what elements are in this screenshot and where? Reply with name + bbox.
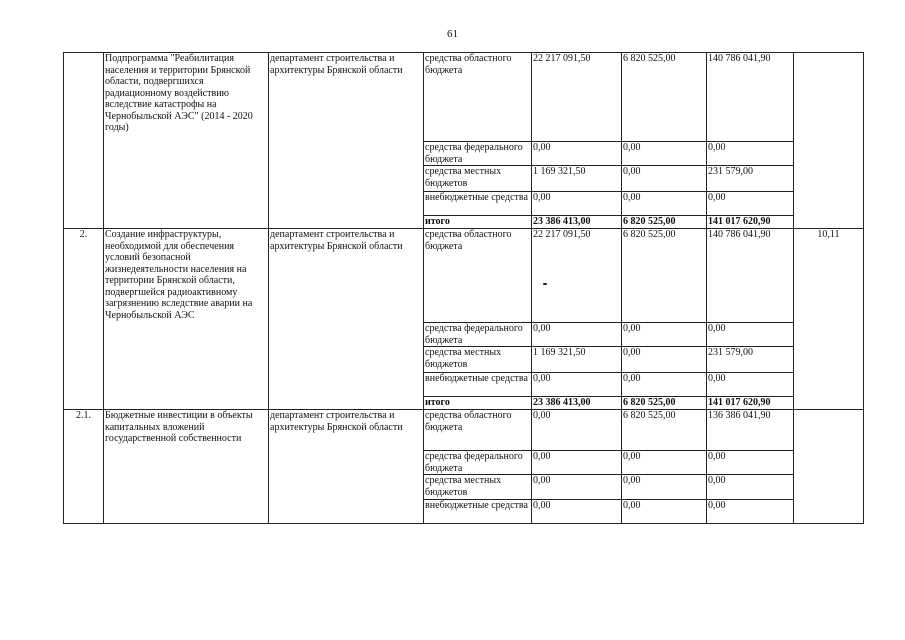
funding-source: итого (424, 397, 532, 410)
funding-source: средства областного бюджета (424, 229, 532, 323)
amount-year-3: 140 786 041,90 (707, 229, 794, 323)
amount-year-3: 231 579,00 (707, 347, 794, 373)
funding-source: средства областного бюджета (424, 53, 532, 142)
funding-source: средства федерального бюджета (424, 323, 532, 347)
amount-year-1: 1 169 321,50 (532, 347, 622, 373)
amount-year-3: 0,00 (707, 500, 794, 524)
amount-year-1: 0,00 (532, 192, 622, 216)
row-index (64, 53, 104, 229)
executor: департамент строительства и архитектуры Брянской области (269, 229, 424, 410)
measure-name: Создание инфраструктуры, необходимой для обеспечения условий безопасной жизнедеятельности населения на территории Брянской области, подвергшейся радиоактивному загрязнению вследствие аварии на Чернобыльской АЭС (104, 229, 269, 410)
amount-year-2: 6 820 525,00 (622, 53, 707, 142)
amount-year-1: 0,00 (532, 451, 622, 475)
target-indicator (794, 53, 864, 229)
table-body (64, 53, 864, 524)
amount-year-3: 0,00 (707, 475, 794, 500)
row-index: 2. (64, 229, 104, 410)
page-number: 61 (447, 28, 458, 40)
amount-year-1: 23 386 413,00 (532, 397, 622, 410)
amount-year-1: 0,00 (532, 142, 622, 166)
amount-year-2: 0,00 (622, 142, 707, 166)
amount-year-1: 1 169 321,50 (532, 166, 622, 192)
funding-source: средства местных бюджетов (424, 166, 532, 192)
target-indicator (794, 410, 864, 524)
executor: департамент строительства и архитектуры Брянской области (269, 410, 424, 524)
stray-mark (543, 283, 547, 285)
funding-source: средства областного бюджета (424, 410, 532, 451)
amount-year-1: 0,00 (532, 373, 622, 397)
amount-year-3: 141 017 620,90 (707, 216, 794, 229)
amount-year-1: 22 217 091,50 (532, 53, 622, 142)
amount-year-3: 136 386 041,90 (707, 410, 794, 451)
amount-year-2: 0,00 (622, 166, 707, 192)
funding-source: внебюджетные средства (424, 500, 532, 524)
amount-year-2: 0,00 (622, 500, 707, 524)
funding-source: средства федерального бюджета (424, 451, 532, 475)
amount-year-2: 0,00 (622, 475, 707, 500)
amount-year-3: 0,00 (707, 451, 794, 475)
amount-year-3: 231 579,00 (707, 166, 794, 192)
amount-year-1: 22 217 091,50 (532, 229, 622, 323)
measure-name: Бюджетные инвестиции в объекты капитальных вложений государственной собственности (104, 410, 269, 524)
amount-year-1: 0,00 (532, 323, 622, 347)
executor: департамент строительства и архитектуры Брянской области (269, 53, 424, 229)
amount-year-2: 0,00 (622, 323, 707, 347)
amount-year-3: 140 786 041,90 (707, 53, 794, 142)
amount-year-3: 0,00 (707, 142, 794, 166)
funding-source: средства федерального бюджета (424, 142, 532, 166)
table-row (64, 53, 864, 142)
amount-year-3: 0,00 (707, 323, 794, 347)
amount-year-2: 6 820 525,00 (622, 397, 707, 410)
amount-year-2: 0,00 (622, 373, 707, 397)
amount-year-3: 141 017 620,90 (707, 397, 794, 410)
amount-year-2: 0,00 (622, 347, 707, 373)
amount-year-1: 0,00 (532, 410, 622, 451)
row-index: 2.1. (64, 410, 104, 524)
amount-year-3: 0,00 (707, 192, 794, 216)
funding-source: средства местных бюджетов (424, 475, 532, 500)
table-row (64, 229, 864, 323)
amount-year-1: 23 386 413,00 (532, 216, 622, 229)
amount-year-2: 0,00 (622, 192, 707, 216)
amount-year-1: 0,00 (532, 475, 622, 500)
amount-year-2: 6 820 525,00 (622, 410, 707, 451)
target-indicator: 10,11 (794, 229, 864, 410)
budget-table (63, 52, 864, 524)
amount-year-2: 0,00 (622, 451, 707, 475)
amount-year-1: 0,00 (532, 500, 622, 524)
funding-source: средства местных бюджетов (424, 347, 532, 373)
table-row (64, 410, 864, 451)
amount-year-3: 0,00 (707, 373, 794, 397)
funding-source: внебюджетные средства (424, 373, 532, 397)
funding-source: итого (424, 216, 532, 229)
funding-source: внебюджетные средства (424, 192, 532, 216)
amount-year-2: 6 820 525,00 (622, 229, 707, 323)
amount-year-2: 6 820 525,00 (622, 216, 707, 229)
measure-name: Подпрограмма "Реабилитация населения и территории Брянской области, подвергшихся радиационному воздействию вследствие катастрофы на Чернобыльской АЭС" (2014 - 2020 годы) (104, 53, 269, 229)
